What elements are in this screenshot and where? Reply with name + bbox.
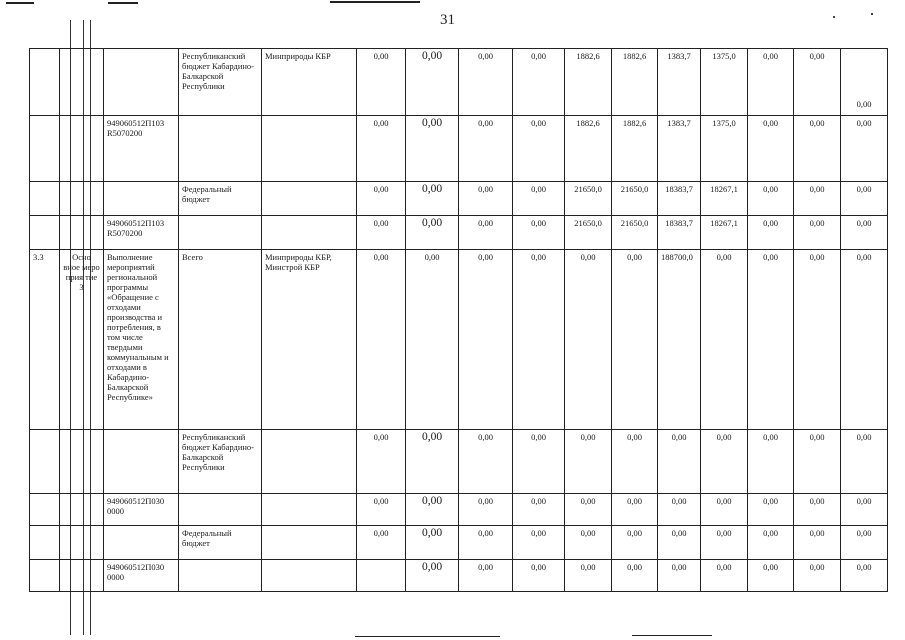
- scan-mark: [632, 635, 712, 636]
- scan-mark: [355, 636, 500, 637]
- value-cell: 0,00: [612, 526, 658, 560]
- row-executor: Минприроды КБР: [262, 49, 357, 116]
- table-row: [30, 526, 888, 560]
- value-cell: 0,00: [748, 250, 794, 430]
- row-name: 949060512П103 R5070200: [104, 216, 179, 250]
- value-cell: 21650,0: [565, 216, 612, 250]
- value-cell: 0,00: [459, 49, 513, 116]
- row-name: [104, 49, 179, 116]
- value-cell: 0,00: [513, 560, 565, 592]
- row-code: [30, 116, 60, 182]
- value-cell: 0,00: [701, 526, 748, 560]
- row-code: [30, 182, 60, 216]
- value-cell: 1882,6: [565, 116, 612, 182]
- row-source: Федеральный бюджет: [179, 182, 262, 216]
- row-executor: [262, 526, 357, 560]
- value-cell: 0,00: [612, 494, 658, 526]
- value-cell: 0,00: [459, 494, 513, 526]
- row-name: [104, 430, 179, 494]
- value-cell: 0,00: [565, 430, 612, 494]
- value-cell: 0,00: [406, 216, 459, 250]
- value-cell: 0,00: [406, 116, 459, 182]
- value-cell: 0,00: [841, 494, 888, 526]
- value-cell: 0,00: [459, 430, 513, 494]
- value-cell: 0,00: [513, 430, 565, 494]
- row-source: [179, 116, 262, 182]
- value-cell: 0,00: [406, 560, 459, 592]
- table-row: [30, 49, 888, 116]
- value-cell: 1375,0: [701, 49, 748, 116]
- row-type: [60, 182, 104, 216]
- value-cell: 0,00: [794, 182, 841, 216]
- row-code: [30, 216, 60, 250]
- value-cell: 0,00: [459, 216, 513, 250]
- value-cell: 0,00: [841, 526, 888, 560]
- value-cell: 18383,7: [658, 216, 701, 250]
- value-cell: 0,00: [513, 182, 565, 216]
- row-type: [60, 116, 104, 182]
- value-cell: 0,00: [748, 49, 794, 116]
- value-cell: 0,00: [612, 560, 658, 592]
- value-cell: 0,00: [406, 430, 459, 494]
- value-cell: 0,00: [357, 526, 406, 560]
- row-code: [30, 560, 60, 592]
- value-cell: 21650,0: [612, 216, 658, 250]
- value-cell: 0,00: [794, 494, 841, 526]
- value-cell: 0,00: [794, 526, 841, 560]
- table-row: [30, 182, 888, 216]
- row-name: [104, 182, 179, 216]
- scan-mark: [6, 2, 34, 4]
- value-cell: 21650,0: [565, 182, 612, 216]
- value-cell: 0,00: [794, 49, 841, 116]
- row-executor: [262, 430, 357, 494]
- value-cell: 0,00: [794, 560, 841, 592]
- value-cell: 0,00: [794, 430, 841, 494]
- row-source: Республиканский бюджет Кабардино-Балкарской Республики: [179, 49, 262, 116]
- row-name: 949060512П103 R5070200: [104, 116, 179, 182]
- row-type: [60, 216, 104, 250]
- value-cell: 0,00: [748, 494, 794, 526]
- value-cell: 0,00: [658, 560, 701, 592]
- row-code: [30, 526, 60, 560]
- row-code: 3.3: [30, 250, 60, 430]
- value-cell: 1375,0: [701, 116, 748, 182]
- row-executor: [262, 216, 357, 250]
- value-cell: 0,00: [459, 116, 513, 182]
- value-cell: 1882,6: [612, 116, 658, 182]
- value-cell: 0,00: [612, 430, 658, 494]
- value-cell: 0,00: [565, 560, 612, 592]
- value-cell: 0,00: [794, 250, 841, 430]
- scan-mark: [330, 1, 420, 3]
- value-cell: 0,00: [701, 430, 748, 494]
- value-cell: 0,00: [841, 250, 888, 430]
- value-cell: 1383,7: [658, 116, 701, 182]
- value-cell: 0,00: [406, 494, 459, 526]
- value-cell: 0,00: [406, 250, 459, 430]
- row-type: [60, 430, 104, 494]
- value-cell: 0,00: [357, 116, 406, 182]
- row-code: [30, 494, 60, 526]
- value-cell: 0,00: [612, 250, 658, 430]
- value-cell: 188700,0: [658, 250, 701, 430]
- scan-mark: [108, 2, 138, 4]
- value-cell: 0,00: [565, 250, 612, 430]
- value-cell: 0,00: [357, 430, 406, 494]
- row-type: [60, 49, 104, 116]
- row-source: [179, 560, 262, 592]
- value-cell: 0,00: [658, 494, 701, 526]
- row-executor: Минприроды КБР, Минстрой КБР: [262, 250, 357, 430]
- value-cell: 0,00: [748, 430, 794, 494]
- row-executor: [262, 116, 357, 182]
- value-cell: 0,00: [841, 49, 888, 116]
- value-cell: 0,00: [565, 494, 612, 526]
- page-number: 31: [440, 12, 455, 28]
- row-source: [179, 494, 262, 526]
- value-cell: 0,00: [513, 526, 565, 560]
- value-cell: 0,00: [357, 182, 406, 216]
- value-cell: 1383,7: [658, 49, 701, 116]
- value-cell: 0,00: [658, 526, 701, 560]
- row-type: [60, 494, 104, 526]
- row-type: [60, 526, 104, 560]
- scan-dot: [871, 13, 873, 15]
- row-source: Республиканский бюджет Кабардино-Балкарской Республики: [179, 430, 262, 494]
- value-cell: 18267,1: [701, 182, 748, 216]
- value-cell: 0,00: [841, 182, 888, 216]
- row-code: [30, 49, 60, 116]
- value-cell: 0,00: [357, 250, 406, 430]
- value-cell: 0,00: [701, 560, 748, 592]
- table-row: [30, 116, 888, 182]
- value-cell: 0,00: [794, 216, 841, 250]
- row-source: Федеральный бюджет: [179, 526, 262, 560]
- value-cell: 0,00: [701, 250, 748, 430]
- value-cell: 0,00: [459, 250, 513, 430]
- table-row: [30, 250, 888, 430]
- value-cell: 0,00: [357, 494, 406, 526]
- row-name: Выполнение мероприятий региональной программы «Обращение с отходами производства и потребления, в том числе твердыми коммунальным и отходами в Кабардино-Балкарской Республике»: [104, 250, 179, 430]
- row-type: [60, 560, 104, 592]
- value-cell: [357, 560, 406, 592]
- value-cell: 0,00: [748, 116, 794, 182]
- value-cell: 0,00: [748, 560, 794, 592]
- value-cell: 0,00: [406, 526, 459, 560]
- row-source: Всего: [179, 250, 262, 430]
- row-source: [179, 216, 262, 250]
- value-cell: 0,00: [357, 49, 406, 116]
- value-cell: 1882,6: [612, 49, 658, 116]
- table-row: [30, 494, 888, 526]
- value-cell: 18383,7: [658, 182, 701, 216]
- value-cell: 0,00: [513, 494, 565, 526]
- budget-table: [29, 48, 888, 592]
- row-type: Осно вное меро прия тие 3: [60, 250, 104, 430]
- scan-dot: [833, 16, 835, 18]
- value-cell: 0,00: [658, 430, 701, 494]
- value-cell: 0,00: [459, 182, 513, 216]
- value-cell: 0,00: [841, 430, 888, 494]
- value-cell: 21650,0: [612, 182, 658, 216]
- value-cell: 0,00: [513, 250, 565, 430]
- row-name: [104, 526, 179, 560]
- row-name: 949060512П030 0000: [104, 494, 179, 526]
- value-cell: 0,00: [841, 116, 888, 182]
- row-name: 949060512П030 0000: [104, 560, 179, 592]
- value-cell: 18267,1: [701, 216, 748, 250]
- value-cell: 0,00: [459, 526, 513, 560]
- value-cell: 0,00: [357, 216, 406, 250]
- row-executor: [262, 182, 357, 216]
- value-cell: 0,00: [513, 216, 565, 250]
- table-row: [30, 560, 888, 592]
- table-row: [30, 430, 888, 494]
- value-cell: 0,00: [841, 560, 888, 592]
- value-cell: 0,00: [406, 182, 459, 216]
- value-cell: 0,00: [794, 116, 841, 182]
- value-cell: 0,00: [459, 560, 513, 592]
- value-cell: 0,00: [841, 216, 888, 250]
- value-cell: 0,00: [565, 526, 612, 560]
- value-cell: 0,00: [748, 216, 794, 250]
- table-row: [30, 216, 888, 250]
- value-cell: 1882,6: [565, 49, 612, 116]
- row-executor: [262, 560, 357, 592]
- value-cell: 0,00: [748, 182, 794, 216]
- value-cell: 0,00: [701, 494, 748, 526]
- row-code: [30, 430, 60, 494]
- value-cell: 0,00: [513, 116, 565, 182]
- row-executor: [262, 494, 357, 526]
- value-cell: 0,00: [513, 49, 565, 116]
- value-cell: 0,00: [748, 526, 794, 560]
- value-cell: 0,00: [406, 49, 459, 116]
